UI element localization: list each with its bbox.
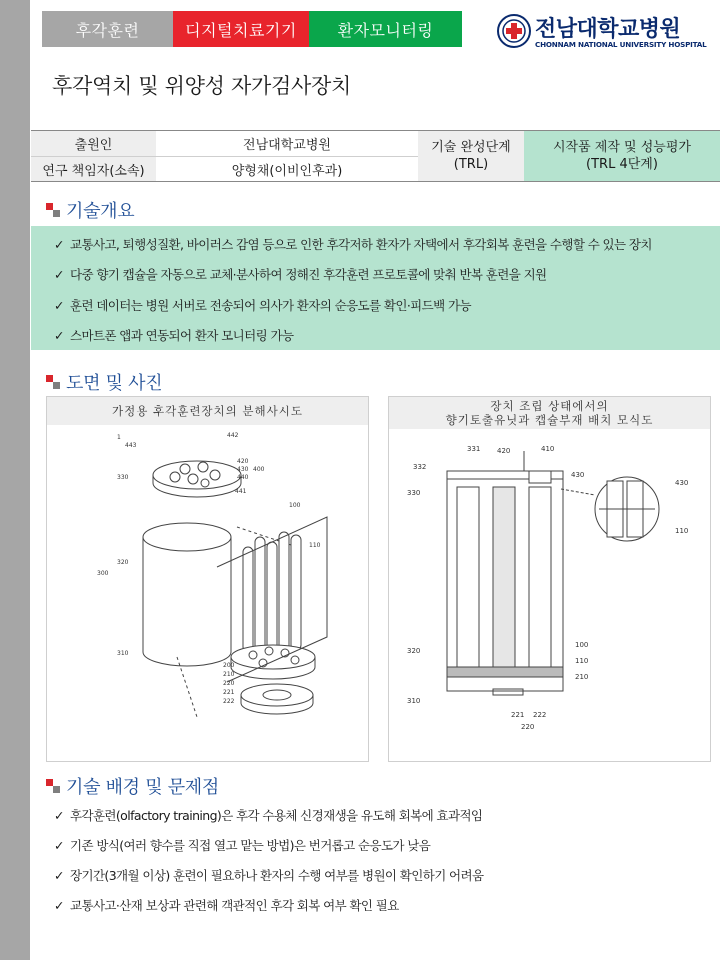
- left-label-222: 222: [223, 698, 235, 705]
- hospital-logo: [497, 10, 712, 54]
- section-title-figures: 도면 및 사진: [66, 373, 163, 394]
- right-label-330: 330: [407, 489, 421, 497]
- left-label-442: 442: [227, 432, 239, 439]
- background-bullet: ✓ 후각훈련(olfactory training)은 후각 수용체 신경재생을 유도해 회복에 효과적임: [54, 808, 483, 823]
- right-label-320: 320: [407, 647, 421, 655]
- researcher-label: 연구 책임자(소속): [31, 157, 156, 181]
- check-icon: ✓: [54, 237, 64, 252]
- section-title-background: 기술 배경 및 문제점: [66, 777, 219, 798]
- overview-bullet: ✓ 훈련 데이터는 병원 서버로 전송되어 의사가 환자의 순응도를 확인·피드백 가능: [54, 298, 471, 313]
- check-icon: ✓: [54, 898, 64, 913]
- background-bullet: ✓ 기존 방식(여러 향수를 직접 열고 맡는 방법)은 번거롭고 순응도가 낮음: [54, 838, 431, 853]
- trl-value: 시작품 제작 및 성능평가 (TRL 4단계): [524, 131, 720, 181]
- left-label-310: 310: [117, 650, 129, 657]
- researcher-value: 양형채(이비인후과): [231, 163, 343, 179]
- left-label-210: 210: [223, 671, 235, 678]
- overview-bullet: ✓ 다중 향기 캡슐을 자동으로 교체·분사하여 정해진 후각훈련 프로토콜에 맞춰 반복 훈련을 지원: [54, 267, 547, 282]
- right-label-420: 420: [497, 447, 511, 455]
- left-label-443: 443: [125, 442, 137, 449]
- tag-patient-monitoring: 환자모니터링: [309, 11, 462, 47]
- right-label-430: 430: [571, 471, 585, 479]
- logo-name-english: CHONNAM NATIONAL UNIVERSITY HOSPITAL: [535, 40, 707, 49]
- figure-left: [46, 396, 369, 762]
- tag-olfactory-training: 후각훈련: [42, 11, 173, 47]
- left-sidebar-strip: [0, 0, 30, 960]
- page-title: 후각역치 및 위양성 자가검사장치: [52, 74, 351, 98]
- exploded-view-drawing: [47, 427, 368, 761]
- left-label-220: 220: [223, 680, 235, 687]
- right-label-220: 220: [521, 723, 535, 731]
- left-label-110: 110: [309, 542, 321, 549]
- check-icon: ✓: [54, 868, 64, 883]
- overview-bullet: ✓ 스마트폰 앱과 연동되어 환자 모니터링 가능: [54, 328, 294, 343]
- figure-right-caption-line1: 장치 조립 상태에서의: [490, 399, 609, 413]
- right-label-100: 100: [575, 641, 589, 649]
- info-table: [31, 130, 720, 182]
- right-label-430b: 430: [675, 479, 689, 487]
- left-label-320: 320: [117, 559, 129, 566]
- left-label-440: 440: [237, 474, 249, 481]
- right-label-221: 221: [511, 711, 525, 719]
- left-label-430: 430: [237, 466, 249, 473]
- applicant-value: 전남대학교병원: [243, 138, 331, 153]
- check-icon: ✓: [54, 267, 64, 282]
- right-label-110: 110: [675, 527, 689, 535]
- section-marker-icon: [46, 779, 60, 793]
- check-icon: ✓: [54, 328, 64, 343]
- section-header-background: [46, 773, 219, 799]
- section-marker-icon: [46, 203, 60, 217]
- hospital-emblem-icon: [497, 14, 531, 48]
- figure-left-caption: 가정용 후각훈련장치의 분해사시도: [47, 397, 368, 425]
- overview-bullet: ✓ 교통사고, 퇴행성질환, 바이러스 감염 등으로 인한 후각저하 환자가 자택에서 후각회복 훈련을 수행할 수 있는 장치: [54, 237, 652, 252]
- check-icon: ✓: [54, 838, 64, 853]
- left-label-221: 221: [223, 689, 235, 696]
- applicant-label: 출원인: [31, 131, 156, 156]
- figure-right-caption-line2: 향기토출유닛과 캡슐부재 배치 모식도: [445, 413, 654, 427]
- section-header-figures: [46, 369, 162, 395]
- left-label-100: 100: [289, 502, 301, 509]
- left-label-441: 441: [235, 488, 247, 495]
- right-label-110b: 110: [575, 657, 589, 665]
- left-label-400: 400: [253, 466, 265, 473]
- figure-right-caption: [389, 397, 710, 429]
- section-title-overview: 기술개요: [66, 201, 135, 222]
- section-marker-icon: [46, 375, 60, 389]
- figure-right: [388, 396, 711, 762]
- left-label-300: 300: [97, 570, 109, 577]
- right-label-210: 210: [575, 673, 589, 681]
- left-label-200: 200: [223, 662, 235, 669]
- tag-digital-therapeutics: 디지털치료기기: [173, 11, 309, 47]
- right-label-410: 410: [541, 445, 555, 453]
- check-icon: ✓: [54, 808, 64, 823]
- left-label-1: 1: [117, 434, 121, 441]
- section-header-overview: [46, 197, 134, 223]
- logo-name-korean: 전남대학교병원: [535, 17, 681, 42]
- right-label-331: 331: [467, 445, 481, 453]
- check-icon: ✓: [54, 298, 64, 313]
- left-label-330: 330: [117, 474, 129, 481]
- trl-label: 기술 완성단계 (TRL): [418, 131, 524, 181]
- assembly-schematic-drawing: [389, 431, 710, 761]
- background-bullet: ✓ 장기간(3개월 이상) 훈련이 필요하나 환자의 수행 여부를 병원이 확인하기 어려움: [54, 868, 484, 883]
- right-label-332: 332: [413, 463, 427, 471]
- left-label-420: 420: [237, 458, 249, 465]
- right-label-222: 222: [533, 711, 547, 719]
- right-label-310: 310: [407, 697, 421, 705]
- background-bullet: ✓ 교통사고·산재 보상과 관련해 객관적인 후각 회복 여부 확인 필요: [54, 898, 399, 913]
